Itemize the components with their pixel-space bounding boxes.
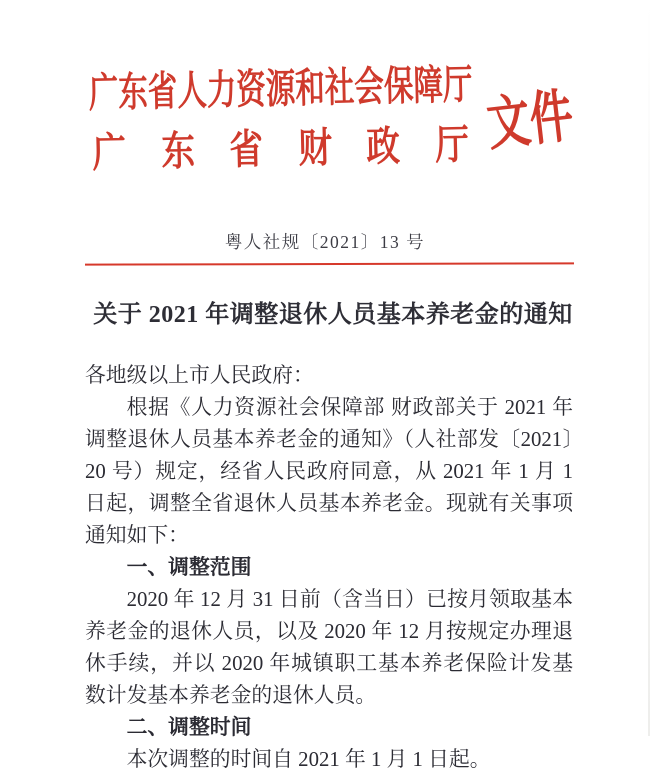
document-title: 关于 2021 年调整退休人员基本养老金的通知 [93, 302, 573, 328]
section2-paragraph: 本次调整的时间自 2021 年 1 月 1 日起。 [126, 748, 491, 771]
document-body [85, 360, 573, 776]
salutation: 各地级以上市人民政府： [85, 364, 314, 387]
section2-heading: 二、调整时间 [126, 716, 252, 739]
letterhead-agency-line2: 广 东 省 财 政 厅 [91, 121, 470, 176]
intro-paragraph: 根据《人力资源社会保障部 财政部关于 2021 年调整退休人员基本养老金的通知》（人社部发〔2021〕20 号）规定，经省人民政府同意，从 2021 年 1 月 1 日起，调整全省退休人员基本养老金。现就有关事项通知如下： [85, 396, 573, 547]
letterhead-doc-type-label: 文件 [483, 83, 577, 158]
red-divider-line [85, 262, 574, 265]
scanned-page-edge [648, 0, 650, 736]
section1-paragraph: 2020 年 12 月 31 日前（含当日）已按月领取基本养老金的退休人员，以及 2020 年 12 月按规定办理退休手续，并以 2020 年城镇职工基本养老保险计发基数计发基本养老金的退休人员。 [85, 588, 573, 707]
section1-heading: 一、调整范围 [126, 556, 252, 579]
letterhead-agency-line1: 广东省人力资源和社会保障厅 [88, 61, 473, 116]
doc-number: 粤人社规〔2021〕13 号 [224, 232, 426, 252]
